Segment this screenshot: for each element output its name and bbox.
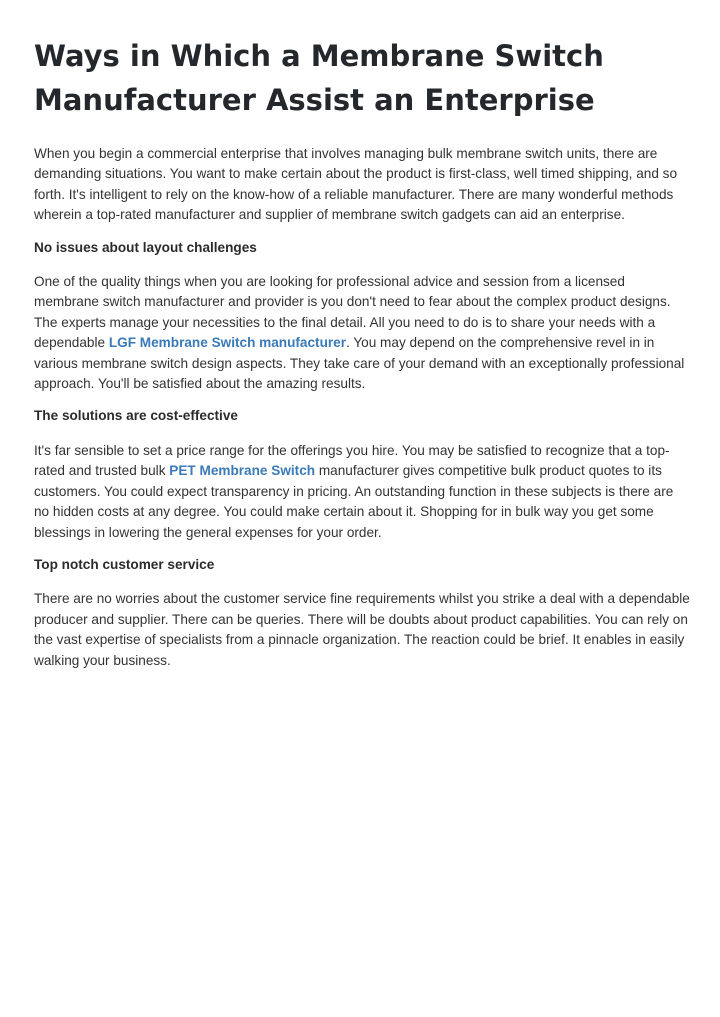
document-page [34,34,690,683]
paragraph-text: It's far sensible to set a price range for the offerings you hire. You may be satisfied to recognize that a top-rated and trusted bulk [34,442,670,479]
section-heading-cost: The solutions are cost-effective [34,408,238,424]
section-paragraph-service: There are no worries about the customer service fine requirements whilst you strike a deal with a dependable producer and supplier. There can be queries. There will be doubts about product capabilities. You can rely on the vast expertise of specialists from a pinnacle organization. The reaction could be brief. It enables in easily walking your business. [34,591,690,668]
paragraph-text: . You may depend on the comprehensive revel in in various membrane switch design aspects. They take care of your demand with an exceptionally professional approach. You'll be satisfied about the amazing results. [34,335,685,392]
section-paragraph-cost [34,441,690,543]
section-heading-layout: No issues about layout challenges [34,239,257,255]
paragraph-text: One of the quality things when you are looking for professional advice and session from a licensed membrane switch manufacturer and provider is you don't need to fear about the complex product designs. The experts manage your necessities to the final detail. All you need to do is to share your needs with a dependable [34,274,671,351]
intro-paragraph: When you begin a commercial enterprise that involves managing bulk membrane switch units, there are demanding situations. You want to make certain about the product is first-class, well timed shipping, and so forth. It's intelligent to rely on the know-how of a reliable manufacturer. There are many wonderful methods wherein a top-rated manufacturer and supplier of membrane switch gadgets can aid an enterprise. [34,146,678,223]
pet-membrane-switch-link[interactable]: PET Membrane Switch [169,463,316,479]
section-paragraph-layout [34,272,690,394]
section-heading-service: Top notch customer service [34,556,215,572]
paragraph-text: manufacturer gives competitive bulk product quotes to its customers. You could expect transparency in pricing. An outstanding function in these subjects is there are no hidden costs at any degree. You could make certain about it. Shopping for in bulk way you get some blessings in lowering the general expenses for your order. [34,463,674,540]
lgf-membrane-switch-link[interactable]: LGF Membrane Switch manufacturer [108,335,347,351]
article-title: Ways in Which a Membrane Switch Manufacturer Assist an Enterprise [34,39,604,117]
